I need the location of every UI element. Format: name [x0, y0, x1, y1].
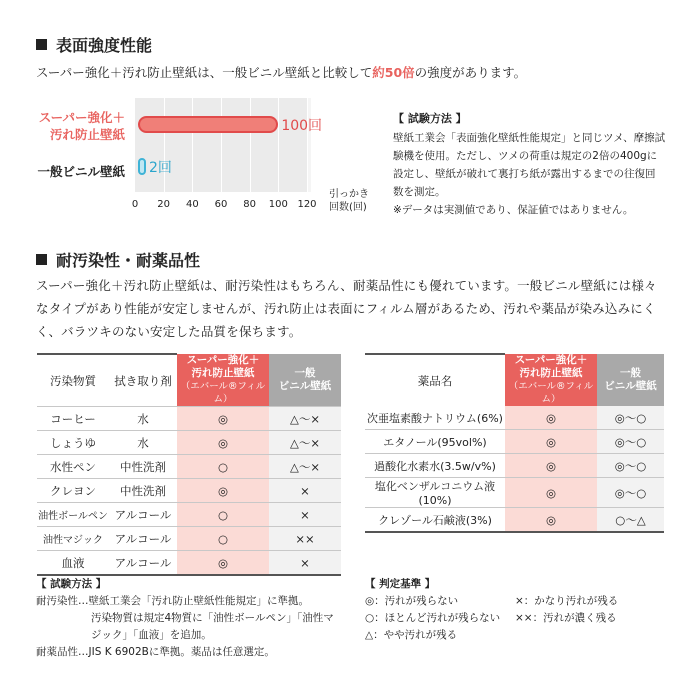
chart-tick-label: 40	[185, 199, 199, 210]
chart-category-label-general: 一般ビニル壁紙	[37, 164, 125, 179]
test-method-heading: 【 試験方法 】	[393, 112, 467, 125]
chart-gridline	[250, 98, 251, 192]
cell-general: ◎〜○	[597, 430, 664, 454]
stain-resistance-table	[37, 353, 341, 576]
chart-bar-super	[138, 116, 278, 133]
intro-highlight: 約50倍	[372, 65, 415, 80]
chart-tick-label: 20	[157, 199, 171, 210]
cell-general: △〜×	[269, 455, 341, 479]
cell-substance: クレヨン	[37, 479, 109, 503]
header-line: ビニル壁紙	[278, 380, 332, 392]
table-row	[37, 479, 341, 503]
test-method-body	[393, 129, 668, 219]
cell-substance: 水性ペン	[37, 455, 109, 479]
table-row	[37, 431, 341, 455]
cell-super: ◎	[505, 406, 597, 430]
header-line: 一般	[620, 367, 641, 379]
test-method-heading: 【 試験方法 】	[36, 578, 107, 590]
cell-super: ◎	[505, 430, 597, 454]
cell-super: ◎	[505, 508, 597, 533]
chart-gridline	[307, 98, 308, 192]
criteria-item: △：やや汚れが残る	[365, 629, 458, 641]
cell-super: ◎	[505, 454, 597, 478]
chart-category-label-super	[10, 109, 125, 143]
table-row	[365, 508, 664, 533]
cell-general: ××	[269, 527, 341, 551]
cell-general: ○〜△	[597, 508, 664, 533]
table-row	[37, 455, 341, 479]
cell-general: △〜×	[269, 431, 341, 455]
cell-super: ○	[177, 455, 269, 479]
cell-super: ◎	[177, 551, 269, 576]
cell-chemical: クレゾール石鹸液(3%)	[365, 508, 505, 533]
square-bullet-icon	[36, 39, 47, 50]
cell-substance: コーヒー	[37, 407, 109, 431]
cell-chemical: エタノール(95vol%)	[365, 430, 505, 454]
cell-general: △〜×	[269, 407, 341, 431]
test-method-line: 験機を使用。ただし、ツメの荷重は規定の2倍の400gに	[393, 150, 658, 162]
header-agent: 拭き取り剤	[109, 354, 177, 407]
intro-text: スーパー強化＋汚れ防止壁紙は、一般ビニル壁紙と比較して	[36, 65, 373, 80]
test-method-line: ジック」「血液」を追加。	[91, 629, 212, 641]
chart-tick-label: 80	[243, 199, 257, 210]
table-row	[37, 503, 341, 527]
table-row	[37, 551, 341, 576]
cell-substance: 油性ボールペン	[37, 503, 109, 527]
test-method-note: ※データは実測値であり、保証値ではありません。	[393, 204, 634, 216]
cell-super: ◎	[177, 479, 269, 503]
test-method-line: 数を測定。	[393, 186, 446, 198]
cell-super: ◎	[177, 407, 269, 431]
table-row	[365, 478, 664, 508]
test-method-line: 設定し、壁紙が破れて裏打ち紙が露出するまでの往復回	[393, 168, 656, 180]
strength-intro	[36, 63, 526, 81]
chemical-resistance-table	[365, 353, 664, 533]
chart-plot-area	[135, 98, 311, 192]
cell-agent: 中性洗剤	[109, 479, 177, 503]
cell-general: ×	[269, 479, 341, 503]
cell-chemical: 過酸化水素水(3.5w/v%)	[365, 454, 505, 478]
header-line: ビニル壁紙	[604, 380, 657, 392]
test-method-line: 汚染物質は規定4物質に「油性ボールペン」「油性マ	[91, 612, 334, 624]
cell-agent: 中性洗剤	[109, 455, 177, 479]
header-line: 一般	[294, 367, 316, 379]
cell-agent: 水	[109, 431, 177, 455]
chart-x-axis-title	[329, 188, 369, 214]
cell-agent: アルコール	[109, 503, 177, 527]
header-line: スーパー強化＋	[514, 354, 588, 366]
strength-title-text: 表面強度性能	[56, 36, 153, 55]
cell-chemical: 塩化ベンザルコニウム液(10%)	[365, 478, 505, 508]
chart-tick-label: 100	[268, 199, 288, 210]
strength-chart	[0, 90, 380, 220]
test-method-line: 耐汚染性…壁紙工業会「汚れ防止壁紙性能規定」に準拠。	[36, 595, 309, 607]
header-super-wallpaper	[177, 354, 269, 407]
cell-general: ×	[269, 551, 341, 576]
chart-value-label: 100回	[281, 118, 323, 134]
x-axis-title-line: 回数(回)	[329, 202, 367, 213]
paragraph-line: く、バラツキのない安定した品質を保ちます。	[36, 324, 302, 339]
header-general-wallpaper	[597, 354, 664, 406]
resistance-section-title	[36, 248, 200, 271]
cell-general: ◎〜○	[597, 478, 664, 508]
header-super-wallpaper	[505, 354, 597, 406]
paragraph-line: スーパー強化＋汚れ防止壁紙は、耐汚染性はもちろん、耐薬品性にも優れています。一般ビニル壁紙には様々	[36, 278, 657, 293]
cell-general: ◎〜○	[597, 406, 664, 430]
table-row	[365, 406, 664, 430]
header-chemical: 薬品名	[365, 354, 505, 406]
square-bullet-icon	[36, 254, 47, 265]
criteria-item: ◎：汚れが残らない	[365, 595, 459, 607]
chart-tick-label: 120	[297, 199, 317, 210]
cell-substance: 油性マジック	[37, 527, 109, 551]
table-row	[37, 527, 341, 551]
resistance-test-method	[36, 576, 334, 661]
intro-text-end: の強度があります。	[414, 65, 527, 80]
cell-super: ◎	[505, 478, 597, 508]
cell-general: ×	[269, 503, 341, 527]
chart-gridline	[278, 98, 279, 192]
chart-gridline	[192, 98, 193, 192]
strength-test-method	[393, 110, 668, 219]
cell-agent: アルコール	[109, 551, 177, 576]
header-line: スーパー強化＋	[186, 354, 260, 366]
chart-gridline	[221, 98, 222, 192]
criteria-item: ○：ほとんど汚れが残らない	[365, 612, 501, 624]
header-line: 汚れ防止壁紙	[519, 367, 583, 379]
table-row	[37, 407, 341, 431]
judgement-criteria	[365, 576, 665, 647]
chart-category-line: 汚れ防止壁紙	[49, 127, 125, 142]
header-line: 汚れ防止壁紙	[191, 367, 255, 379]
criteria-item: ×：かなり汚れが残る	[515, 595, 619, 607]
cell-agent: アルコール	[109, 527, 177, 551]
header-substance: 汚染物質	[37, 354, 109, 407]
test-method-line: 壁紙工業会「表面強化壁紙性能規定」と同じツメ、摩擦試	[393, 132, 666, 144]
cell-chemical: 次亜塩素酸ナトリウム(6%)	[365, 406, 505, 430]
resistance-title-text: 耐汚染性・耐薬品性	[56, 251, 201, 270]
cell-super: ○	[177, 503, 269, 527]
cell-super: ○	[177, 527, 269, 551]
header-line: （エバール®フィルム）	[180, 381, 266, 405]
test-method-line: 耐薬品性…JIS K 6902Bに準拠。薬品は任意選定。	[36, 646, 275, 658]
chart-category-line: スーパー強化＋	[38, 110, 125, 125]
cell-general: ◎〜○	[597, 454, 664, 478]
header-general-wallpaper	[269, 354, 341, 407]
criteria-item: ××：汚れが濃く残る	[515, 612, 617, 624]
paragraph-line: なタイプがあり性能が安定しませんが、汚れ防止は表面にフィルム層があるため、汚れや薬品が染み込みにく	[36, 301, 656, 316]
strength-section-title	[36, 33, 152, 56]
chart-gridline	[164, 98, 165, 192]
cell-substance: しょうゆ	[37, 431, 109, 455]
table-row	[365, 430, 664, 454]
cell-agent: 水	[109, 407, 177, 431]
table-row	[365, 454, 664, 478]
criteria-heading: 【 判定基準 】	[365, 578, 436, 590]
cell-substance: 血液	[37, 551, 109, 576]
chart-value-label: 2回	[149, 160, 172, 176]
chart-tick-label: 0	[131, 199, 139, 210]
resistance-paragraph	[36, 274, 676, 343]
x-axis-title-line: 引っかき	[329, 189, 369, 200]
chart-tick-label: 60	[214, 199, 228, 210]
header-line: （エバール®フィルム）	[508, 381, 594, 405]
chart-bar-general	[138, 158, 146, 175]
cell-super: ◎	[177, 431, 269, 455]
